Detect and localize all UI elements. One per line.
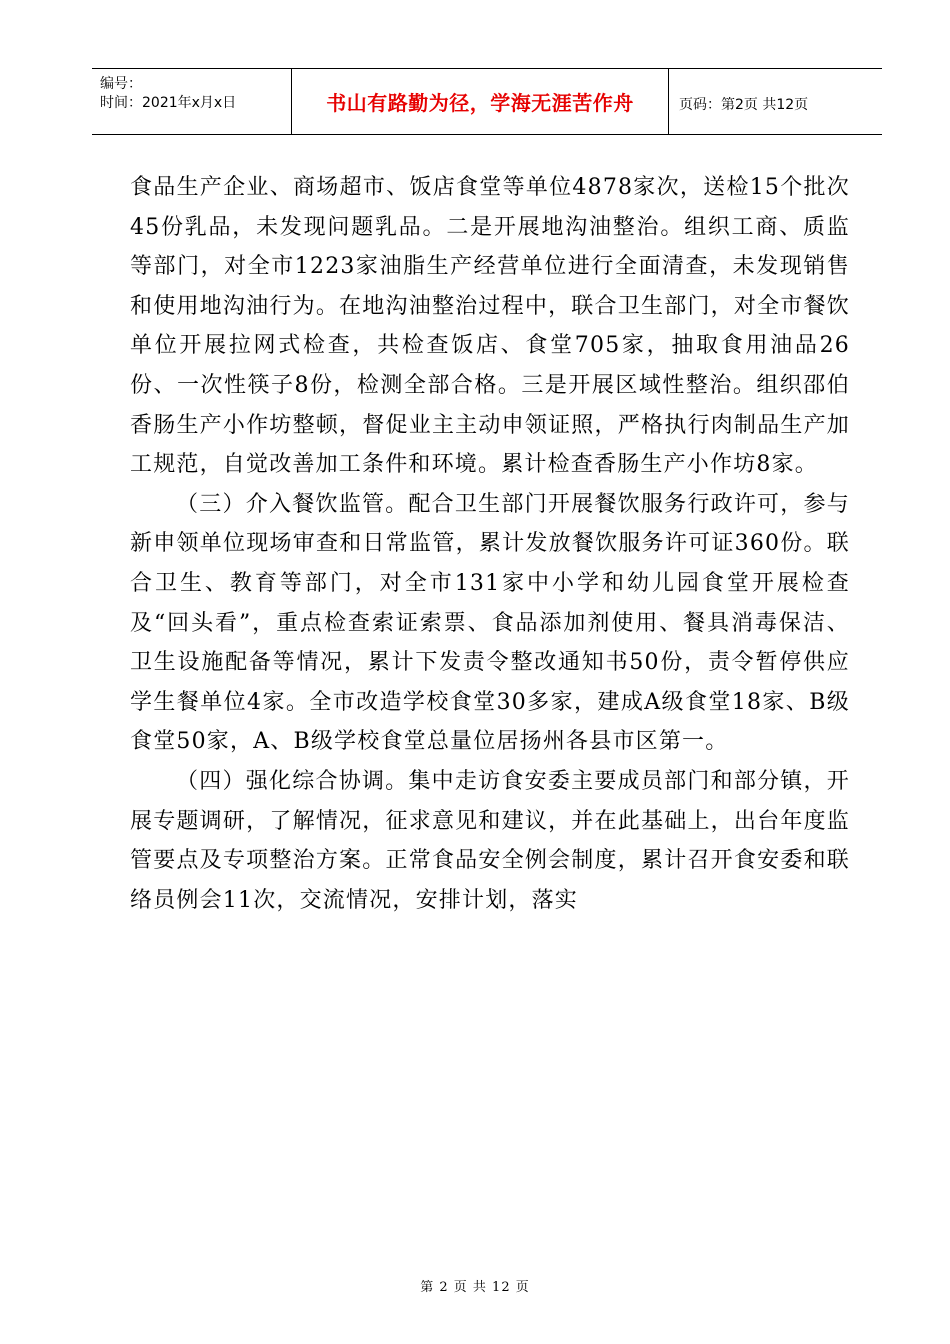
paragraph-2: （三）介入餐饮监管。配合卫生部门开展餐饮服务行政许可，参与新申领单位现场审查和日常监管，累计发放餐饮服务许可证360份。联合卫生、教育等部门，对全市131家中小学和幼儿园食堂开展检查及“回头看”，重点检查索证索票、食品添加剂使用、餐具消毒保洁、卫生设施配备等情况，累计下发责令整改通知书50份，责令暂停供应学生餐单位4家。全市改造学校食堂30多家，建成A级食堂18家、B级食堂50家，A、B级学校食堂总量位居扬州各县市区第一。 xyxy=(130,491,850,755)
time-label: 时间：2021年x月x日 xyxy=(100,95,237,111)
paragraph-3: （四）强化综合协调。集中走访食安委主要成员部门和部分镇，开展专题调研，了解情况，征求意见和建议，并在此基础上，出台年度监管要点及专项整治方案。正常食品安全例会制度，累计召开食安委和联络员例会11次，交流情况，安排计划，落实 xyxy=(130,768,850,913)
serial-label: 编号： xyxy=(100,76,142,92)
paragraph-1: 食品生产企业、商场超市、饭店食堂等单位4878家次，送检15个批次45份乳品，未发现问题乳品。二是开展地沟油整治。组织工商、质监等部门，对全市1223家油脂生产经营单位进行全面清查，未发现销售和使用地沟油行为。在地沟油整治过程中，联合卫生部门，对全市餐饮单位开展拉网式检查，共检查饭店、食堂705家，抽取食用油品26份、一次性筷子8份，检测全部合格。三是开展区域性整治。组织邵伯香肠生产小作坊整顿，督促业主主动申领证照，严格执行肉制品生产加工规范，自觉改善加工条件和环境。累计检查香肠生产小作坊8家。 xyxy=(130,175,850,478)
header-meta xyxy=(92,69,292,134)
page-footer: 第 2 页 共 12 页 xyxy=(420,1280,530,1295)
header-page-code: 页码：第2页 共12页 xyxy=(679,96,809,113)
header-motto: 书山有路勤为径，学海无涯苦作舟 xyxy=(292,69,669,134)
document-body xyxy=(130,168,850,920)
page-header xyxy=(92,68,882,135)
